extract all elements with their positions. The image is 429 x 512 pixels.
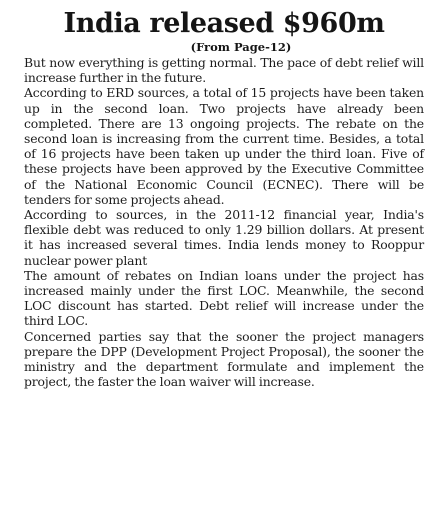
article-headline: India released $960m (63, 8, 385, 39)
article-paragraph: According to sources, in the 2011-12 financial year, India's flexible debt was reduced to only 1.29 billion dollars. At present it has increased several times. India lends money to Rooppur nuclear power plant (24, 207, 424, 268)
article-paragraph: Concerned parties say that the sooner the project managers prepare the DPP (Development Project Proposal), the sooner the ministry and the department formulate and implement the project, the faster the loan waiver will increase. (24, 328, 424, 390)
article-paragraph: But now everything is getting normal. The pace of debt relief will increase further in the future. (24, 55, 424, 86)
continued-from-label: (From Page-12) (190, 40, 292, 54)
article-body (24, 55, 424, 389)
article-paragraph: According to ERD sources, a total of 15 projects have been taken up in the second loan. Two projects have already been completed. There are 13 ongoing projects. The rebate on the second loan is increasing from the current time. Besides, a total of 16 projects have been taken up under the third loan. Five of these projects have been approved by the Executive Committee of the National Economic Council (ECNEC). There will be tenders for some projects ahead. (24, 85, 424, 207)
article-paragraph: The amount of rebates on Indian loans under the project has increased mainly under the first LOC. Meanwhile, the second LOC discount has started. Debt relief will increase under the third LOC. (24, 267, 424, 329)
